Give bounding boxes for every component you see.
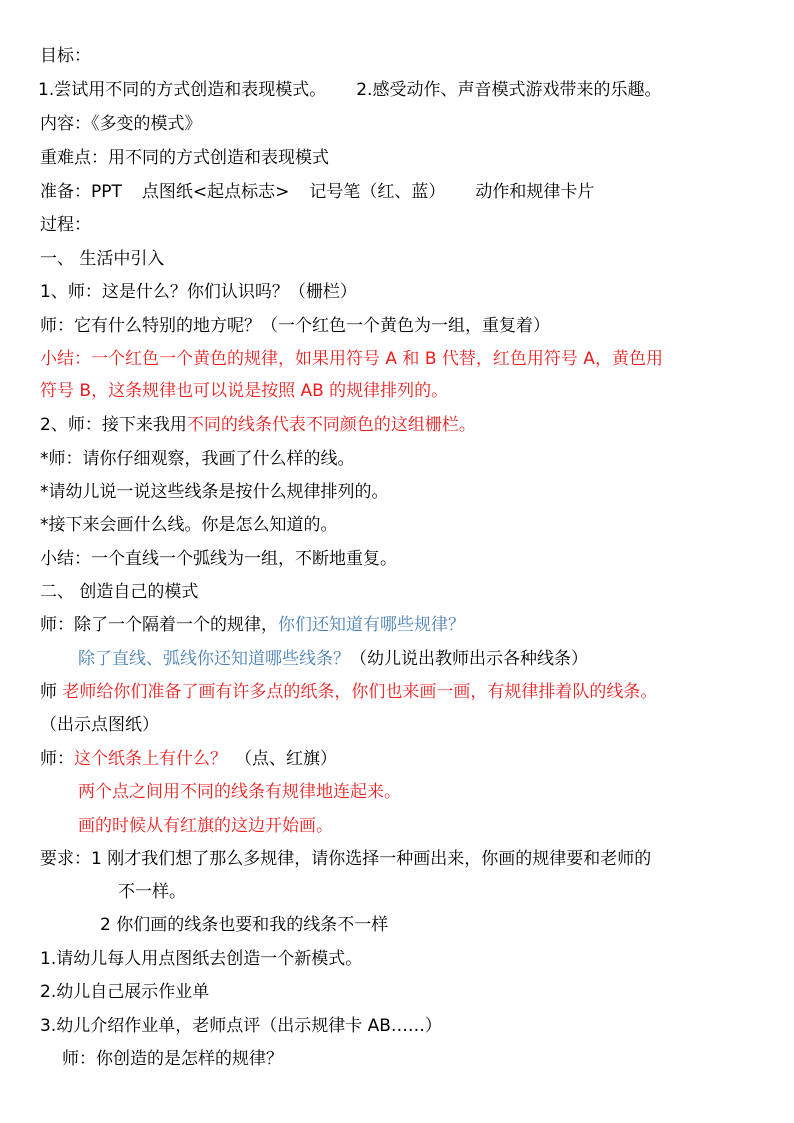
section2-t3-line2: （出示点图纸） [40,715,159,735]
section2-t3-instruction: 老师给你们准备了画有许多点的纸条，你们也来画一画，有规律排着队的线条。 [62,682,658,702]
section1-summary-line2: 符号 B，这条规律也可以说是按照 AB 的规律排列的。 [40,381,449,401]
goal-2: 2.感受动作、声音模式游戏带来的乐趣。 [356,80,662,100]
goal-line [38,80,661,100]
section2-t5: 两个点之间用不同的线条有规律地连起来。 [78,782,401,802]
section2-t2-note: （幼儿说出教师出示各种线条） [350,649,588,669]
requirement-1-line2: 不一样。 [118,882,186,902]
section2-t1-question: 你们还知道有哪些规律？ [278,615,465,635]
section2-t1 [40,615,465,635]
section1-q3-highlight: 不同的线条代表不同颜色的这组栅栏。 [186,415,476,435]
goal-1: 1.尝试用不同的方式创造和表现模式。 [38,80,327,100]
section1-q3-prefix: 2、师：接下来我用 [40,415,187,435]
section2-t2-question: 除了直线、弧线你还知道哪些线条？ [78,649,350,669]
section1-q1: 1、师：这是什么？你们认识吗？（栅栏） [40,282,357,302]
content-line: 内容：《多变的模式》 [40,114,202,134]
prep-line [40,182,594,202]
step-2: 2.幼儿自己展示作业单 [40,982,210,1002]
section2-t1-prefix: 师：除了一个隔着一个的规律， [40,615,278,635]
section2-t3 [40,682,657,702]
section2-t2 [78,649,588,669]
section1-summary-line1: 小结：一个红色一个黄色的规律，如果用符号 A 和 B 代替，红色用符号 A，黄色用 [40,349,663,369]
section2-t4-answer: （点、红旗） [235,749,337,769]
section2-t6: 画的时候从有红旗的这边开始画。 [78,816,333,836]
section1-bullet-1: *师：请你仔细观察，我画了什么样的线。 [40,449,355,469]
section1-bullet-2: *请幼儿说一说这些线条是按什么规律排列的。 [40,482,389,502]
goal-label: 目标： [40,46,91,66]
process-label: 过程： [40,215,91,235]
prep-item-1: 点图纸<起点标志> [141,182,290,202]
requirement-2: 2 你们画的线条也要和我的线条不一样 [100,915,389,935]
requirement-1-line1: 要求：1 刚才我们想了那么多规律，请你选择一种画出来，你画的规律要和老师的 [40,849,652,869]
prep-item-3: 动作和规律卡片 [475,182,595,202]
section1-heading: 一、 生活中引入 [40,249,165,269]
section1-q3 [40,415,476,435]
step-1: 1.请幼儿每人用点图纸去创造一个新模式。 [40,949,363,969]
step-3: 3.幼儿介绍作业单，老师点评（出示规律卡 AB……） [40,1016,442,1036]
prep-label: 准备：PPT [40,182,122,202]
section2-t3-prefix: 师 [40,682,63,702]
prep-item-2: 记号笔（红、蓝） [309,182,446,202]
section2-t4-prefix: 师： [40,749,74,769]
section1-bullet-3: *接下来会画什么线。你是怎么知道的。 [40,515,338,535]
section2-t4-question: 这个纸条上有什么？ [74,749,227,769]
section1-summary2: 小结：一个直线一个弧线为一组，不断地重复。 [40,549,397,569]
section2-t4 [40,749,337,769]
section1-q2: 师：它有什么特别的地方呢？（一个红色一个黄色为一组，重复着） [40,316,550,336]
step-4: 师：你创造的是怎样的规律？ [62,1049,283,1069]
section2-heading: 二、 创造自己的模式 [40,582,199,602]
key-point-line: 重难点：用不同的方式创造和表现模式 [40,148,329,168]
